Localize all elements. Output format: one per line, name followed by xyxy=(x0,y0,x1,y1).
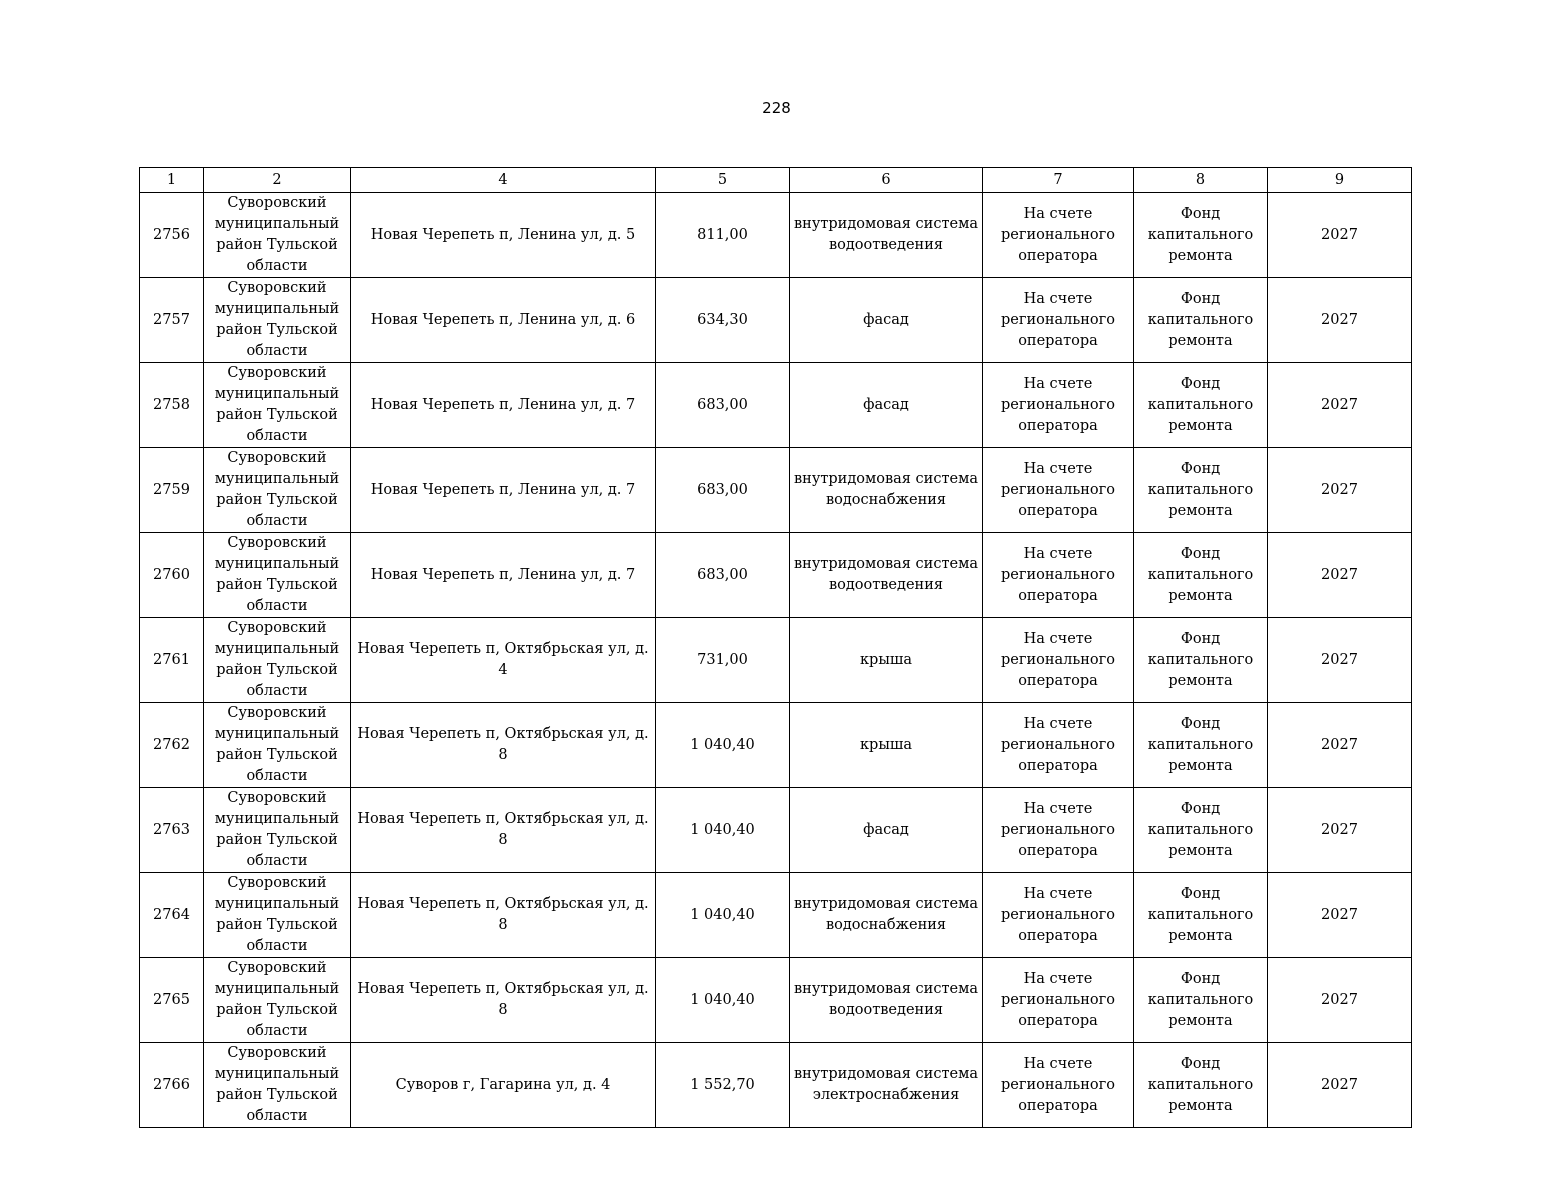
cell-year: 2027 xyxy=(1268,1043,1412,1128)
cell-line: регионального xyxy=(1001,991,1115,1008)
table-row xyxy=(140,788,1412,873)
cell-line: Фонд xyxy=(1180,800,1221,817)
cell-line: Суворовский xyxy=(227,790,327,806)
cell-line: район Тульской xyxy=(216,237,338,253)
table-row xyxy=(140,1043,1412,1128)
cell-line: ремонта xyxy=(1168,1012,1233,1029)
cell-line: Суворовский xyxy=(227,195,327,211)
cell-line: капитального xyxy=(1147,566,1254,583)
column-header: 9 xyxy=(1268,168,1412,193)
cell-line: муниципальный xyxy=(214,811,340,827)
cell-line: Фонд xyxy=(1180,290,1221,307)
cell-line: Суворовский xyxy=(227,535,327,551)
cell-line: ремонта xyxy=(1168,417,1233,434)
cell-line: Фонд xyxy=(1180,715,1221,732)
cell-line: Фонд xyxy=(1180,460,1221,477)
cell-year: 2027 xyxy=(1268,703,1412,788)
cell-line: Суворовский xyxy=(227,1045,327,1061)
table-row xyxy=(140,278,1412,363)
cell-address: Новая Черепеть п, Ленина ул, д. 7 xyxy=(351,533,656,618)
cell-line: Фонд xyxy=(1180,545,1221,562)
cell-address: Новая Черепеть п, Октябрьская ул, д. 8 xyxy=(351,958,656,1043)
cell-account-method xyxy=(983,1043,1134,1128)
cell-funding-source xyxy=(1134,703,1268,788)
column-header: 5 xyxy=(656,168,790,193)
cell-municipality xyxy=(204,533,351,618)
cell-line: ремонта xyxy=(1168,502,1233,519)
cell-repair-element xyxy=(790,278,983,363)
cell-line: Фонд xyxy=(1180,205,1221,222)
cell-line: капитального xyxy=(1147,396,1254,413)
cell-repair-element xyxy=(790,703,983,788)
cell-line: ремонта xyxy=(1168,1097,1233,1114)
cell-funding-source xyxy=(1134,448,1268,533)
cell-account-method xyxy=(983,278,1134,363)
cell-account-method xyxy=(983,873,1134,958)
cell-line: регионального xyxy=(1001,396,1115,413)
cell-account-method xyxy=(983,788,1134,873)
cell-line: На счете xyxy=(1023,885,1093,902)
cell-area: 634,30 xyxy=(656,278,790,363)
cell-line: крыша xyxy=(859,651,912,668)
cell-repair-element xyxy=(790,1043,983,1128)
cell-line: ремонта xyxy=(1168,842,1233,859)
cell-address: Новая Черепеть п, Октябрьская ул, д. 8 xyxy=(351,873,656,958)
cell-line: район Тульской xyxy=(216,662,338,678)
cell-number: 2756 xyxy=(140,193,204,278)
cell-repair-element xyxy=(790,788,983,873)
table-body xyxy=(140,193,1412,1128)
cell-address: Новая Черепеть п, Ленина ул, д. 6 xyxy=(351,278,656,363)
column-header: 8 xyxy=(1134,168,1268,193)
cell-line: области xyxy=(246,853,308,869)
cell-line: Фонд xyxy=(1180,1055,1221,1072)
cell-line: Суворовский xyxy=(227,620,327,636)
cell-repair-element xyxy=(790,618,983,703)
cell-line: оператора xyxy=(1018,757,1098,774)
table-row xyxy=(140,533,1412,618)
cell-number: 2761 xyxy=(140,618,204,703)
cell-area: 1 040,40 xyxy=(656,873,790,958)
cell-number: 2764 xyxy=(140,873,204,958)
cell-line: муниципальный xyxy=(214,726,340,742)
cell-funding-source xyxy=(1134,193,1268,278)
cell-address: Новая Черепеть п, Октябрьская ул, д. 8 xyxy=(351,788,656,873)
cell-line: Фонд xyxy=(1180,885,1221,902)
cell-line: район Тульской xyxy=(216,322,338,338)
capital-repair-table xyxy=(139,167,1412,1128)
cell-account-method xyxy=(983,958,1134,1043)
page-number: 228 xyxy=(762,99,791,117)
cell-line: Фонд xyxy=(1180,375,1221,392)
cell-line: области xyxy=(246,683,308,699)
cell-line: На счете xyxy=(1023,545,1093,562)
cell-address: Новая Черепеть п, Ленина ул, д. 7 xyxy=(351,363,656,448)
table-row xyxy=(140,703,1412,788)
cell-line: внутридомовая система xyxy=(794,896,978,912)
cell-municipality xyxy=(204,363,351,448)
cell-funding-source xyxy=(1134,533,1268,618)
cell-year: 2027 xyxy=(1268,448,1412,533)
cell-line: ремонта xyxy=(1168,587,1233,604)
cell-line: муниципальный xyxy=(214,641,340,657)
cell-account-method xyxy=(983,703,1134,788)
cell-line: муниципальный xyxy=(214,981,340,997)
cell-account-method xyxy=(983,618,1134,703)
cell-line: оператора xyxy=(1018,927,1098,944)
table-row xyxy=(140,448,1412,533)
cell-number: 2759 xyxy=(140,448,204,533)
cell-line: муниципальный xyxy=(214,386,340,402)
cell-repair-element xyxy=(790,873,983,958)
cell-line: район Тульской xyxy=(216,747,338,763)
column-header: 4 xyxy=(351,168,656,193)
cell-line: Суворовский xyxy=(227,450,327,466)
cell-line: регионального xyxy=(1001,736,1115,753)
column-header: 7 xyxy=(983,168,1134,193)
cell-line: водоснабжения xyxy=(825,917,947,933)
table-row xyxy=(140,618,1412,703)
cell-funding-source xyxy=(1134,363,1268,448)
cell-address: Новая Черепеть п, Октябрьская ул, д. 8 xyxy=(351,703,656,788)
cell-line: оператора xyxy=(1018,672,1098,689)
cell-line: области xyxy=(246,1108,308,1124)
cell-line: водоотведения xyxy=(828,577,944,593)
cell-line: регионального xyxy=(1001,651,1115,668)
cell-repair-element xyxy=(790,533,983,618)
column-header: 2 xyxy=(204,168,351,193)
cell-address: Новая Черепеть п, Ленина ул, д. 5 xyxy=(351,193,656,278)
cell-line: На счете xyxy=(1023,715,1093,732)
cell-municipality xyxy=(204,1043,351,1128)
cell-line: муниципальный xyxy=(214,1066,340,1082)
cell-number: 2757 xyxy=(140,278,204,363)
cell-line: район Тульской xyxy=(216,832,338,848)
cell-line: водоснабжения xyxy=(825,492,947,508)
cell-funding-source xyxy=(1134,873,1268,958)
cell-account-method xyxy=(983,193,1134,278)
cell-year: 2027 xyxy=(1268,193,1412,278)
cell-line: регионального xyxy=(1001,311,1115,328)
cell-line: внутридомовая система xyxy=(794,216,978,232)
table-row xyxy=(140,958,1412,1043)
cell-area: 811,00 xyxy=(656,193,790,278)
cell-line: регионального xyxy=(1001,1076,1115,1093)
cell-line: внутридомовая система xyxy=(794,471,978,487)
cell-line: фасад xyxy=(863,396,909,413)
cell-area: 683,00 xyxy=(656,363,790,448)
cell-year: 2027 xyxy=(1268,533,1412,618)
cell-line: капитального xyxy=(1147,481,1254,498)
cell-year: 2027 xyxy=(1268,278,1412,363)
cell-municipality xyxy=(204,703,351,788)
cell-area: 1 552,70 xyxy=(656,1043,790,1128)
cell-line: фасад xyxy=(863,311,909,328)
cell-municipality xyxy=(204,788,351,873)
cell-line: Суворовский xyxy=(227,705,327,721)
cell-municipality xyxy=(204,873,351,958)
cell-line: район Тульской xyxy=(216,1087,338,1103)
cell-line: муниципальный xyxy=(214,556,340,572)
cell-municipality xyxy=(204,958,351,1043)
cell-line: Суворовский xyxy=(227,280,327,296)
cell-line: муниципальный xyxy=(214,216,340,232)
cell-line: оператора xyxy=(1018,842,1098,859)
cell-line: На счете xyxy=(1023,290,1093,307)
cell-year: 2027 xyxy=(1268,873,1412,958)
cell-line: области xyxy=(246,1023,308,1039)
cell-address: Новая Черепеть п, Октябрьская ул, д. 4 xyxy=(351,618,656,703)
cell-line: оператора xyxy=(1018,502,1098,519)
cell-line: внутридомовая система xyxy=(794,981,978,997)
cell-line: оператора xyxy=(1018,247,1098,264)
cell-line: На счете xyxy=(1023,1055,1093,1072)
cell-line: регионального xyxy=(1001,481,1115,498)
cell-area: 683,00 xyxy=(656,533,790,618)
cell-account-method xyxy=(983,533,1134,618)
cell-line: ремонта xyxy=(1168,672,1233,689)
cell-account-method xyxy=(983,363,1134,448)
cell-year: 2027 xyxy=(1268,788,1412,873)
cell-year: 2027 xyxy=(1268,958,1412,1043)
table-row xyxy=(140,193,1412,278)
cell-number: 2766 xyxy=(140,1043,204,1128)
cell-municipality xyxy=(204,278,351,363)
cell-year: 2027 xyxy=(1268,618,1412,703)
cell-line: внутридомовая система xyxy=(794,556,978,572)
cell-area: 1 040,40 xyxy=(656,703,790,788)
cell-area: 683,00 xyxy=(656,448,790,533)
cell-area: 1 040,40 xyxy=(656,788,790,873)
cell-address: Новая Черепеть п, Ленина ул, д. 7 xyxy=(351,448,656,533)
cell-repair-element xyxy=(790,193,983,278)
cell-line: Фонд xyxy=(1180,970,1221,987)
cell-line: район Тульской xyxy=(216,917,338,933)
cell-municipality xyxy=(204,448,351,533)
cell-line: капитального xyxy=(1147,651,1254,668)
cell-line: капитального xyxy=(1147,226,1254,243)
cell-line: регионального xyxy=(1001,566,1115,583)
cell-funding-source xyxy=(1134,788,1268,873)
cell-line: Суворовский xyxy=(227,960,327,976)
cell-line: области xyxy=(246,258,308,274)
cell-line: водоотведения xyxy=(828,237,944,253)
cell-funding-source xyxy=(1134,618,1268,703)
cell-line: крыша xyxy=(859,736,912,753)
cell-line: оператора xyxy=(1018,417,1098,434)
cell-repair-element xyxy=(790,363,983,448)
cell-line: оператора xyxy=(1018,1097,1098,1114)
cell-number: 2763 xyxy=(140,788,204,873)
cell-line: регионального xyxy=(1001,226,1115,243)
cell-line: район Тульской xyxy=(216,1002,338,1018)
cell-line: муниципальный xyxy=(214,471,340,487)
cell-line: ремонта xyxy=(1168,332,1233,349)
cell-line: водоотведения xyxy=(828,1002,944,1018)
cell-repair-element xyxy=(790,958,983,1043)
cell-number: 2765 xyxy=(140,958,204,1043)
cell-line: оператора xyxy=(1018,587,1098,604)
cell-line: Фонд xyxy=(1180,630,1221,647)
cell-line: На счете xyxy=(1023,375,1093,392)
cell-line: области xyxy=(246,428,308,444)
cell-line: На счете xyxy=(1023,630,1093,647)
cell-line: На счете xyxy=(1023,800,1093,817)
cell-line: На счете xyxy=(1023,970,1093,987)
cell-line: электроснабжения xyxy=(812,1087,960,1103)
cell-line: муниципальный xyxy=(214,301,340,317)
cell-line: области xyxy=(246,768,308,784)
cell-area: 731,00 xyxy=(656,618,790,703)
cell-line: ремонта xyxy=(1168,247,1233,264)
cell-line: капитального xyxy=(1147,906,1254,923)
cell-line: области xyxy=(246,513,308,529)
cell-line: район Тульской xyxy=(216,492,338,508)
cell-funding-source xyxy=(1134,1043,1268,1128)
cell-line: На счете xyxy=(1023,460,1093,477)
cell-number: 2762 xyxy=(140,703,204,788)
cell-line: ремонта xyxy=(1168,927,1233,944)
table-header-row xyxy=(140,168,1412,193)
cell-line: район Тульской xyxy=(216,407,338,423)
cell-line: капитального xyxy=(1147,1076,1254,1093)
cell-municipality xyxy=(204,618,351,703)
table-row xyxy=(140,363,1412,448)
cell-line: внутридомовая система xyxy=(794,1066,978,1082)
cell-line: области xyxy=(246,343,308,359)
table-row xyxy=(140,873,1412,958)
column-header: 1 xyxy=(140,168,204,193)
cell-line: регионального xyxy=(1001,906,1115,923)
cell-line: муниципальный xyxy=(214,896,340,912)
cell-account-method xyxy=(983,448,1134,533)
cell-number: 2758 xyxy=(140,363,204,448)
cell-line: оператора xyxy=(1018,332,1098,349)
cell-line: Суворовский xyxy=(227,875,327,891)
cell-year: 2027 xyxy=(1268,363,1412,448)
cell-municipality xyxy=(204,193,351,278)
cell-number: 2760 xyxy=(140,533,204,618)
cell-address: Суворов г, Гагарина ул, д. 4 xyxy=(351,1043,656,1128)
cell-funding-source xyxy=(1134,958,1268,1043)
cell-line: ремонта xyxy=(1168,757,1233,774)
cell-line: район Тульской xyxy=(216,577,338,593)
cell-line: области xyxy=(246,598,308,614)
cell-line: На счете xyxy=(1023,205,1093,222)
cell-line: капитального xyxy=(1147,821,1254,838)
cell-line: области xyxy=(246,938,308,954)
cell-line: капитального xyxy=(1147,736,1254,753)
cell-line: капитального xyxy=(1147,311,1254,328)
cell-repair-element xyxy=(790,448,983,533)
column-header: 6 xyxy=(790,168,983,193)
cell-line: Суворовский xyxy=(227,365,327,381)
cell-line: фасад xyxy=(863,821,909,838)
cell-line: капитального xyxy=(1147,991,1254,1008)
cell-funding-source xyxy=(1134,278,1268,363)
cell-line: оператора xyxy=(1018,1012,1098,1029)
cell-area: 1 040,40 xyxy=(656,958,790,1043)
cell-line: регионального xyxy=(1001,821,1115,838)
